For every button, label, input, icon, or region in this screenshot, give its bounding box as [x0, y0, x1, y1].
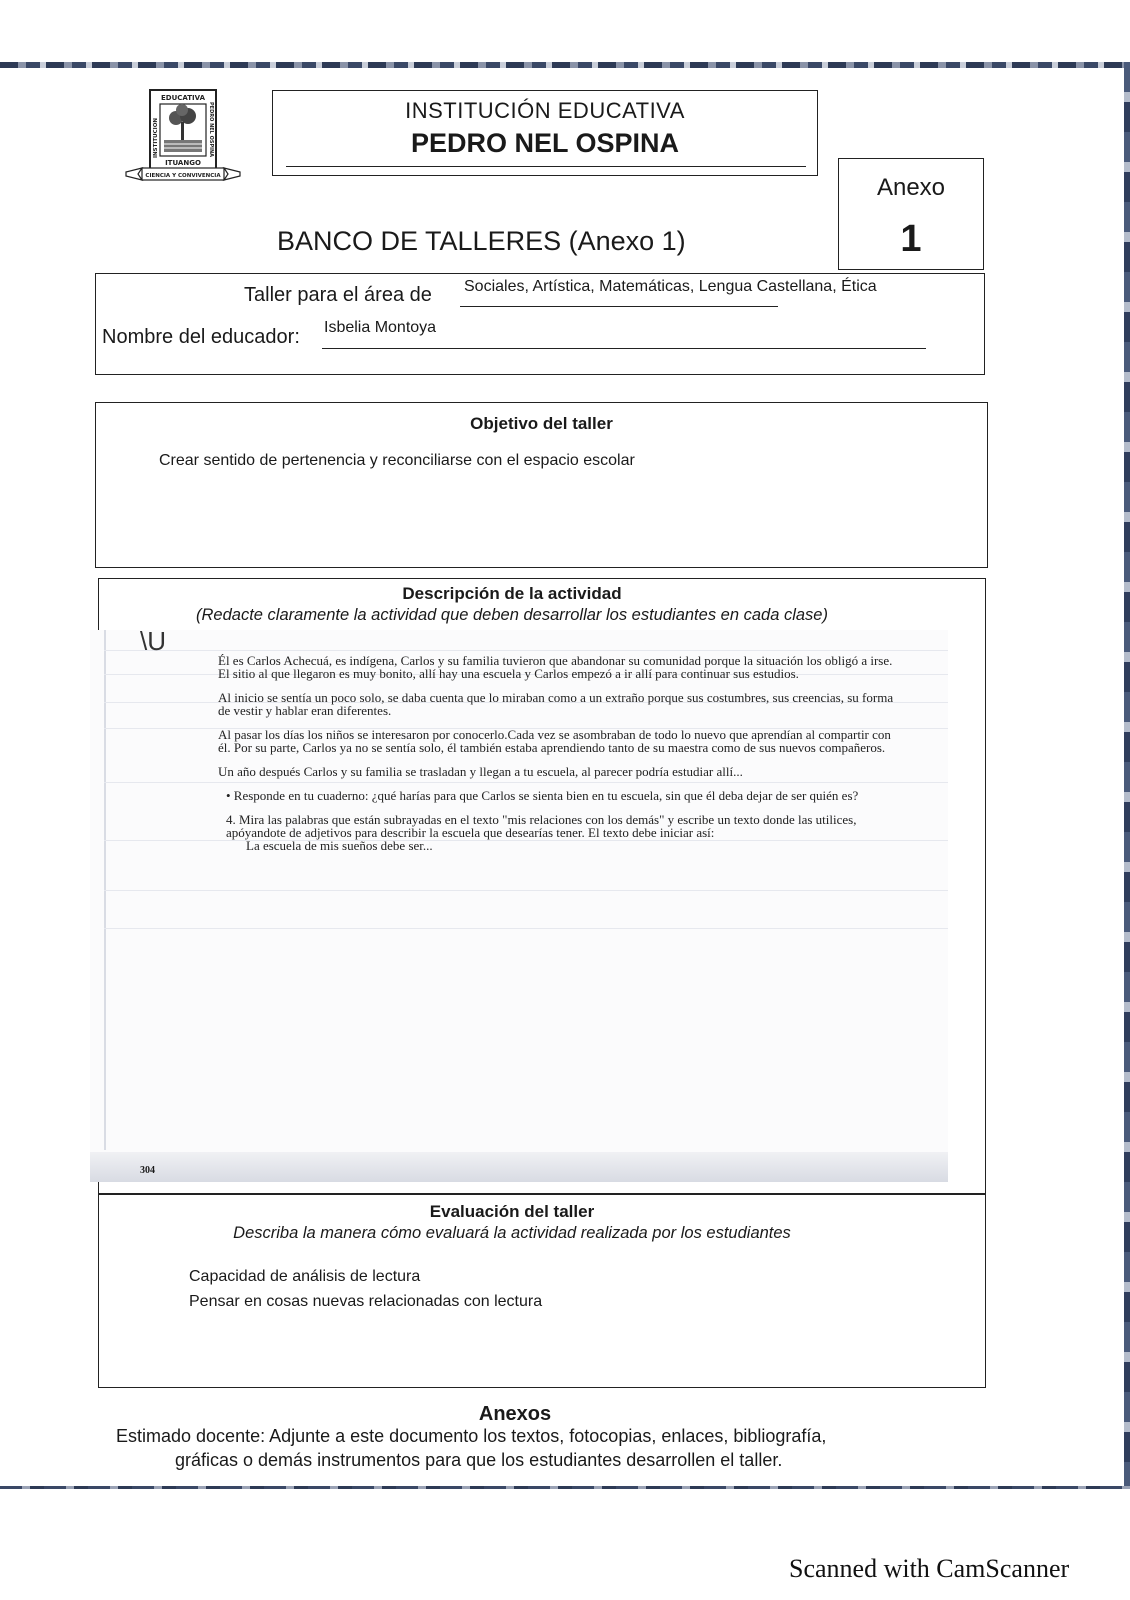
evaluation-line-2: Pensar en cosas nuevas relacionadas con lectura: [189, 1293, 543, 1310]
scan-top-border: [0, 62, 1130, 68]
camscanner-watermark: Scanned with CamScanner: [789, 1554, 1070, 1583]
seal-motto-text: CIENCIA Y CONVIVENCIA: [145, 173, 221, 179]
description-subtitle: (Redacte claramente la actividad que deben desarrollar los estudiantes en cada clase): [196, 606, 828, 624]
seal-right-text: PEDRO NEL OSPINA: [208, 102, 214, 158]
scan-right-edge: [1124, 62, 1130, 1488]
evaluation-line-1: Capacidad de análisis de lectura: [189, 1268, 421, 1285]
story-bullet: • Responde en tu cuaderno: ¿qué harías para que Carlos se sienta bien en tu escuela, sin que él deba dejar de ser quién es?: [226, 788, 859, 803]
evaluation-subtitle: Describa la manera cómo evaluará la actividad realizada por los estudiantes: [233, 1224, 791, 1242]
story-text: [218, 654, 898, 863]
story-paragraph-3: Al pasar los días los niños se interesaron por conocerlo.Cada vez se asombraban de todo lo nuevo que aprendían al compartir con él. Por su parte, Carlos ya no se sentía solo, él también estaba aprendiendo tanto de su maestra como de sus nuevos compañeros.: [218, 727, 891, 755]
document-title: BANCO DE TALLERES (Anexo 1): [277, 226, 686, 256]
institution-line-1: INSTITUCIÓN EDUCATIVA: [405, 98, 685, 123]
anexos-line-1: Estimado docente: Adjunte a este documento los textos, fotocopias, enlaces, bibliografía,: [116, 1426, 827, 1446]
evaluation-title: Evaluación del taller: [429, 1202, 595, 1221]
anexo-number: 1: [900, 218, 922, 260]
educator-label: Nombre del educador:: [102, 326, 300, 348]
area-value: Sociales, Artística, Matemáticas, Lengua Castellana, Ética: [464, 278, 877, 295]
anexos-line-2: gráficas o demás instrumentos para que los estudiantes desarrollen el taller.: [175, 1450, 783, 1470]
institution-name: PEDRO NEL OSPINA: [410, 128, 680, 158]
institution-underline: [286, 166, 806, 167]
educator-value: Isbelia Montoya: [324, 319, 437, 336]
seal-town-text: ITUANGO: [165, 159, 201, 167]
objective-title: Objetivo del taller: [470, 414, 613, 433]
handwritten-mark: \U: [140, 626, 166, 656]
description-title: Descripción de la actividad: [402, 584, 622, 603]
story-item-4-end: La escuela de mis sueños debe ser...: [246, 838, 433, 853]
area-label: Taller para el área de: [244, 284, 432, 306]
story-paragraph-4: Un año después Carlos y su familia se trasladan y llegan a tu escuela, al parecer podría estudiar allí...: [218, 764, 743, 779]
seal-top-text: EDUCATIVA: [160, 94, 206, 102]
area-underline: [460, 306, 778, 307]
anexo-label: Anexo: [876, 174, 946, 201]
objective-text: Crear sentido de pertenencia y reconciliarse con el espacio escolar: [159, 452, 635, 469]
story-paragraph-1: Él es Carlos Achecuá, es indígena, Carlos y su familia tuvieron que abandonar su comunidad porque la situación los obligó a irse. El sitio al que llegaron es muy bonito, allí hay una escuela y Carlos empezó a ir allí para continuar sus estudios.: [218, 653, 893, 681]
story-item-4: 4. Mira las palabras que están subrayadas en el texto "mis relaciones con los demás" y escribe un texto donde las utilices, apóyandote de adjetivos para describir la escuela que desearías tener. El texto debe iniciar así:: [226, 812, 857, 840]
anexos-title: Anexos: [478, 1403, 552, 1425]
story-paragraph-2: Al inicio se sentía un poco solo, se daba cuenta que lo miraban como a un extraño porque sus costumbres, sus creencias, su forma de vestir y hablar eran diferentes.: [218, 690, 894, 718]
educator-underline: [322, 348, 926, 349]
scan-bottom-border: [0, 1486, 1130, 1489]
seal-left-text: INSTITUCION: [153, 118, 159, 158]
book-page-number: 304: [140, 1165, 155, 1176]
school-seal-logo: [124, 88, 244, 188]
